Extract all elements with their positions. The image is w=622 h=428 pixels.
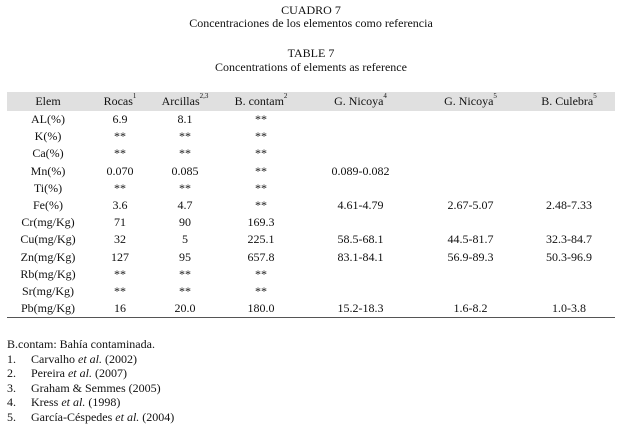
value-cell: ** (179, 283, 191, 298)
value-cell (418, 128, 523, 145)
header-rocas: Rocas$^1$ (89, 92, 151, 111)
table-row (7, 300, 615, 318)
reference-item (7, 381, 174, 396)
header-g-nicoya-5: G. Nicoya$^5$ (418, 92, 523, 111)
element-cell: K(%) (34, 129, 62, 144)
table-row (7, 180, 615, 197)
reference-etal: et al. (78, 351, 102, 366)
value-cell (418, 283, 523, 300)
value-cell: 2.48-7.33 (546, 198, 592, 213)
value-cell: 56.9-89.3 (447, 249, 494, 264)
reference-list (7, 352, 174, 425)
reference-etal: et al. (61, 395, 86, 409)
table-row (7, 163, 615, 180)
value-cell: 20.0 (151, 300, 219, 318)
table-row (7, 266, 615, 283)
reference-number: 2. (7, 366, 16, 380)
reference-number: 4. (7, 395, 16, 409)
reference-year: (2007) (94, 366, 127, 380)
value-cell: 225.1 (247, 232, 275, 247)
value-cell (418, 180, 523, 197)
value-cell: 32.3-84.7 (546, 232, 592, 247)
value-cell: 169.3 (247, 215, 275, 230)
value-cell (418, 214, 523, 231)
value-cell: 50.3-96.9 (546, 249, 592, 264)
value-cell: ** (255, 163, 267, 178)
header-elem: Elem (7, 92, 89, 111)
header-arcillas: Arcillas$^{2,3}$ (151, 92, 219, 111)
value-cell: 8.1 (177, 112, 193, 127)
value-cell: 1.0-3.8 (523, 300, 615, 318)
value-cell: ** (255, 198, 267, 213)
table-row (7, 249, 615, 266)
value-cell: 0.089-0.082 (331, 163, 390, 178)
value-cell: ** (255, 129, 267, 144)
value-cell: ** (255, 180, 267, 195)
table-header-row (7, 92, 615, 111)
reference-author: Graham & Semmes (31, 380, 126, 395)
caption-en-label: TABLE 7 (287, 46, 335, 60)
value-cell: 3.6 (112, 198, 128, 213)
value-cell: 32 (114, 232, 126, 247)
value-cell: 4.61-4.79 (337, 198, 384, 213)
element-cell: Cu(mg/Kg) (20, 232, 76, 247)
value-cell: 0.085 (171, 163, 199, 178)
value-cell: 0.070 (106, 163, 134, 178)
value-cell (523, 214, 615, 231)
value-cell (523, 180, 615, 197)
reference-number: 5. (7, 409, 16, 424)
value-cell (303, 180, 418, 197)
table-body (7, 111, 615, 318)
reference-year: (1998) (88, 395, 121, 409)
header-g-nicoya-4: G. Nicoya$^4$ (303, 92, 418, 111)
reference-item (7, 352, 174, 367)
value-cell: ** (255, 283, 267, 298)
value-cell (303, 128, 418, 145)
value-cell: 58.5-68.1 (337, 232, 384, 247)
value-cell: ** (179, 266, 191, 281)
table-row (7, 214, 615, 231)
table-row (7, 128, 615, 145)
reference-year: (2002) (105, 351, 137, 366)
value-cell (418, 145, 523, 162)
value-cell (523, 128, 615, 145)
value-cell (523, 111, 615, 128)
value-cell: ** (114, 283, 126, 298)
element-cell: Sr(mg/Kg) (22, 283, 74, 298)
reference-etal: et al. (67, 366, 92, 380)
caption-es-label: CUADRO 7 (281, 3, 341, 17)
reference-author: Carvalho (31, 351, 75, 366)
value-cell: 15.2-18.3 (303, 300, 418, 318)
reference-etal: et al. (115, 409, 140, 424)
caption-es-title: Concentraciones de los elementos como referencia (189, 16, 433, 30)
value-cell: 16 (89, 300, 151, 318)
value-cell: 90 (179, 215, 191, 230)
value-cell: 1.6-8.2 (418, 300, 523, 318)
value-cell: ** (114, 180, 126, 195)
value-cell: ** (255, 146, 267, 161)
reference-author: García-Céspedes (31, 409, 113, 424)
value-cell: ** (114, 129, 126, 144)
value-cell: 4.7 (177, 198, 193, 213)
value-cell: 127 (111, 249, 129, 264)
element-cell: Rb(mg/Kg) (20, 266, 76, 281)
table-row (7, 111, 615, 128)
table-row (7, 145, 615, 162)
value-cell (303, 266, 418, 283)
reference-author: Pereira (31, 366, 65, 380)
value-cell: 83.1-84.1 (337, 249, 384, 264)
value-cell (303, 111, 418, 128)
element-cell: AL(%) (31, 112, 65, 127)
reference-number: 3. (7, 380, 16, 395)
value-cell (523, 283, 615, 300)
table-row (7, 231, 615, 248)
element-cell: Pb(mg/Kg) (7, 300, 89, 318)
reference-year: (2005) (128, 380, 161, 395)
element-cell: Ti(%) (33, 180, 63, 195)
reference-author: Kress (31, 395, 59, 409)
reference-item (7, 366, 174, 381)
value-cell: ** (114, 266, 126, 281)
table-row (7, 197, 615, 214)
table-notes (7, 337, 174, 424)
value-cell (418, 163, 523, 180)
value-cell: ** (179, 129, 191, 144)
reference-item (7, 395, 174, 410)
value-cell: ** (255, 266, 267, 281)
table-row (7, 283, 615, 300)
value-cell (523, 266, 615, 283)
element-cell: Cr(mg/Kg) (21, 215, 75, 230)
header-b-culebra: B. Culebra$^5$ (523, 92, 615, 111)
reference-item (7, 410, 174, 425)
value-cell: 95 (179, 249, 191, 264)
value-cell: 6.9 (112, 112, 128, 127)
element-cell: Fe(%) (33, 198, 63, 213)
value-cell (418, 111, 523, 128)
value-cell (303, 283, 418, 300)
concentrations-table (7, 92, 615, 318)
value-cell: ** (255, 112, 267, 127)
value-cell: 2.67-5.07 (447, 198, 494, 213)
value-cell (418, 266, 523, 283)
value-cell: 44.5-81.7 (447, 232, 494, 247)
element-cell: Ca(%) (32, 146, 64, 161)
value-cell (523, 163, 615, 180)
value-cell: 71 (114, 215, 126, 230)
abbrev-note: B.contam: Bahía contaminada. (7, 337, 155, 351)
value-cell: ** (179, 146, 191, 161)
value-cell: 180.0 (219, 300, 303, 318)
header-b-contam: B. contam$^2$ (219, 92, 303, 111)
value-cell: 5 (182, 232, 188, 247)
element-cell: Zn(mg/Kg) (20, 249, 76, 264)
value-cell (303, 214, 418, 231)
value-cell (523, 145, 615, 162)
caption-en-title: Concentrations of elements as reference (215, 60, 407, 74)
reference-year: (2004) (142, 409, 175, 424)
value-cell: 657.8 (247, 249, 275, 264)
value-cell (303, 145, 418, 162)
element-cell: Mn(%) (30, 163, 66, 178)
value-cell: ** (114, 146, 126, 161)
value-cell: ** (179, 180, 191, 195)
reference-number: 1. (7, 351, 16, 366)
